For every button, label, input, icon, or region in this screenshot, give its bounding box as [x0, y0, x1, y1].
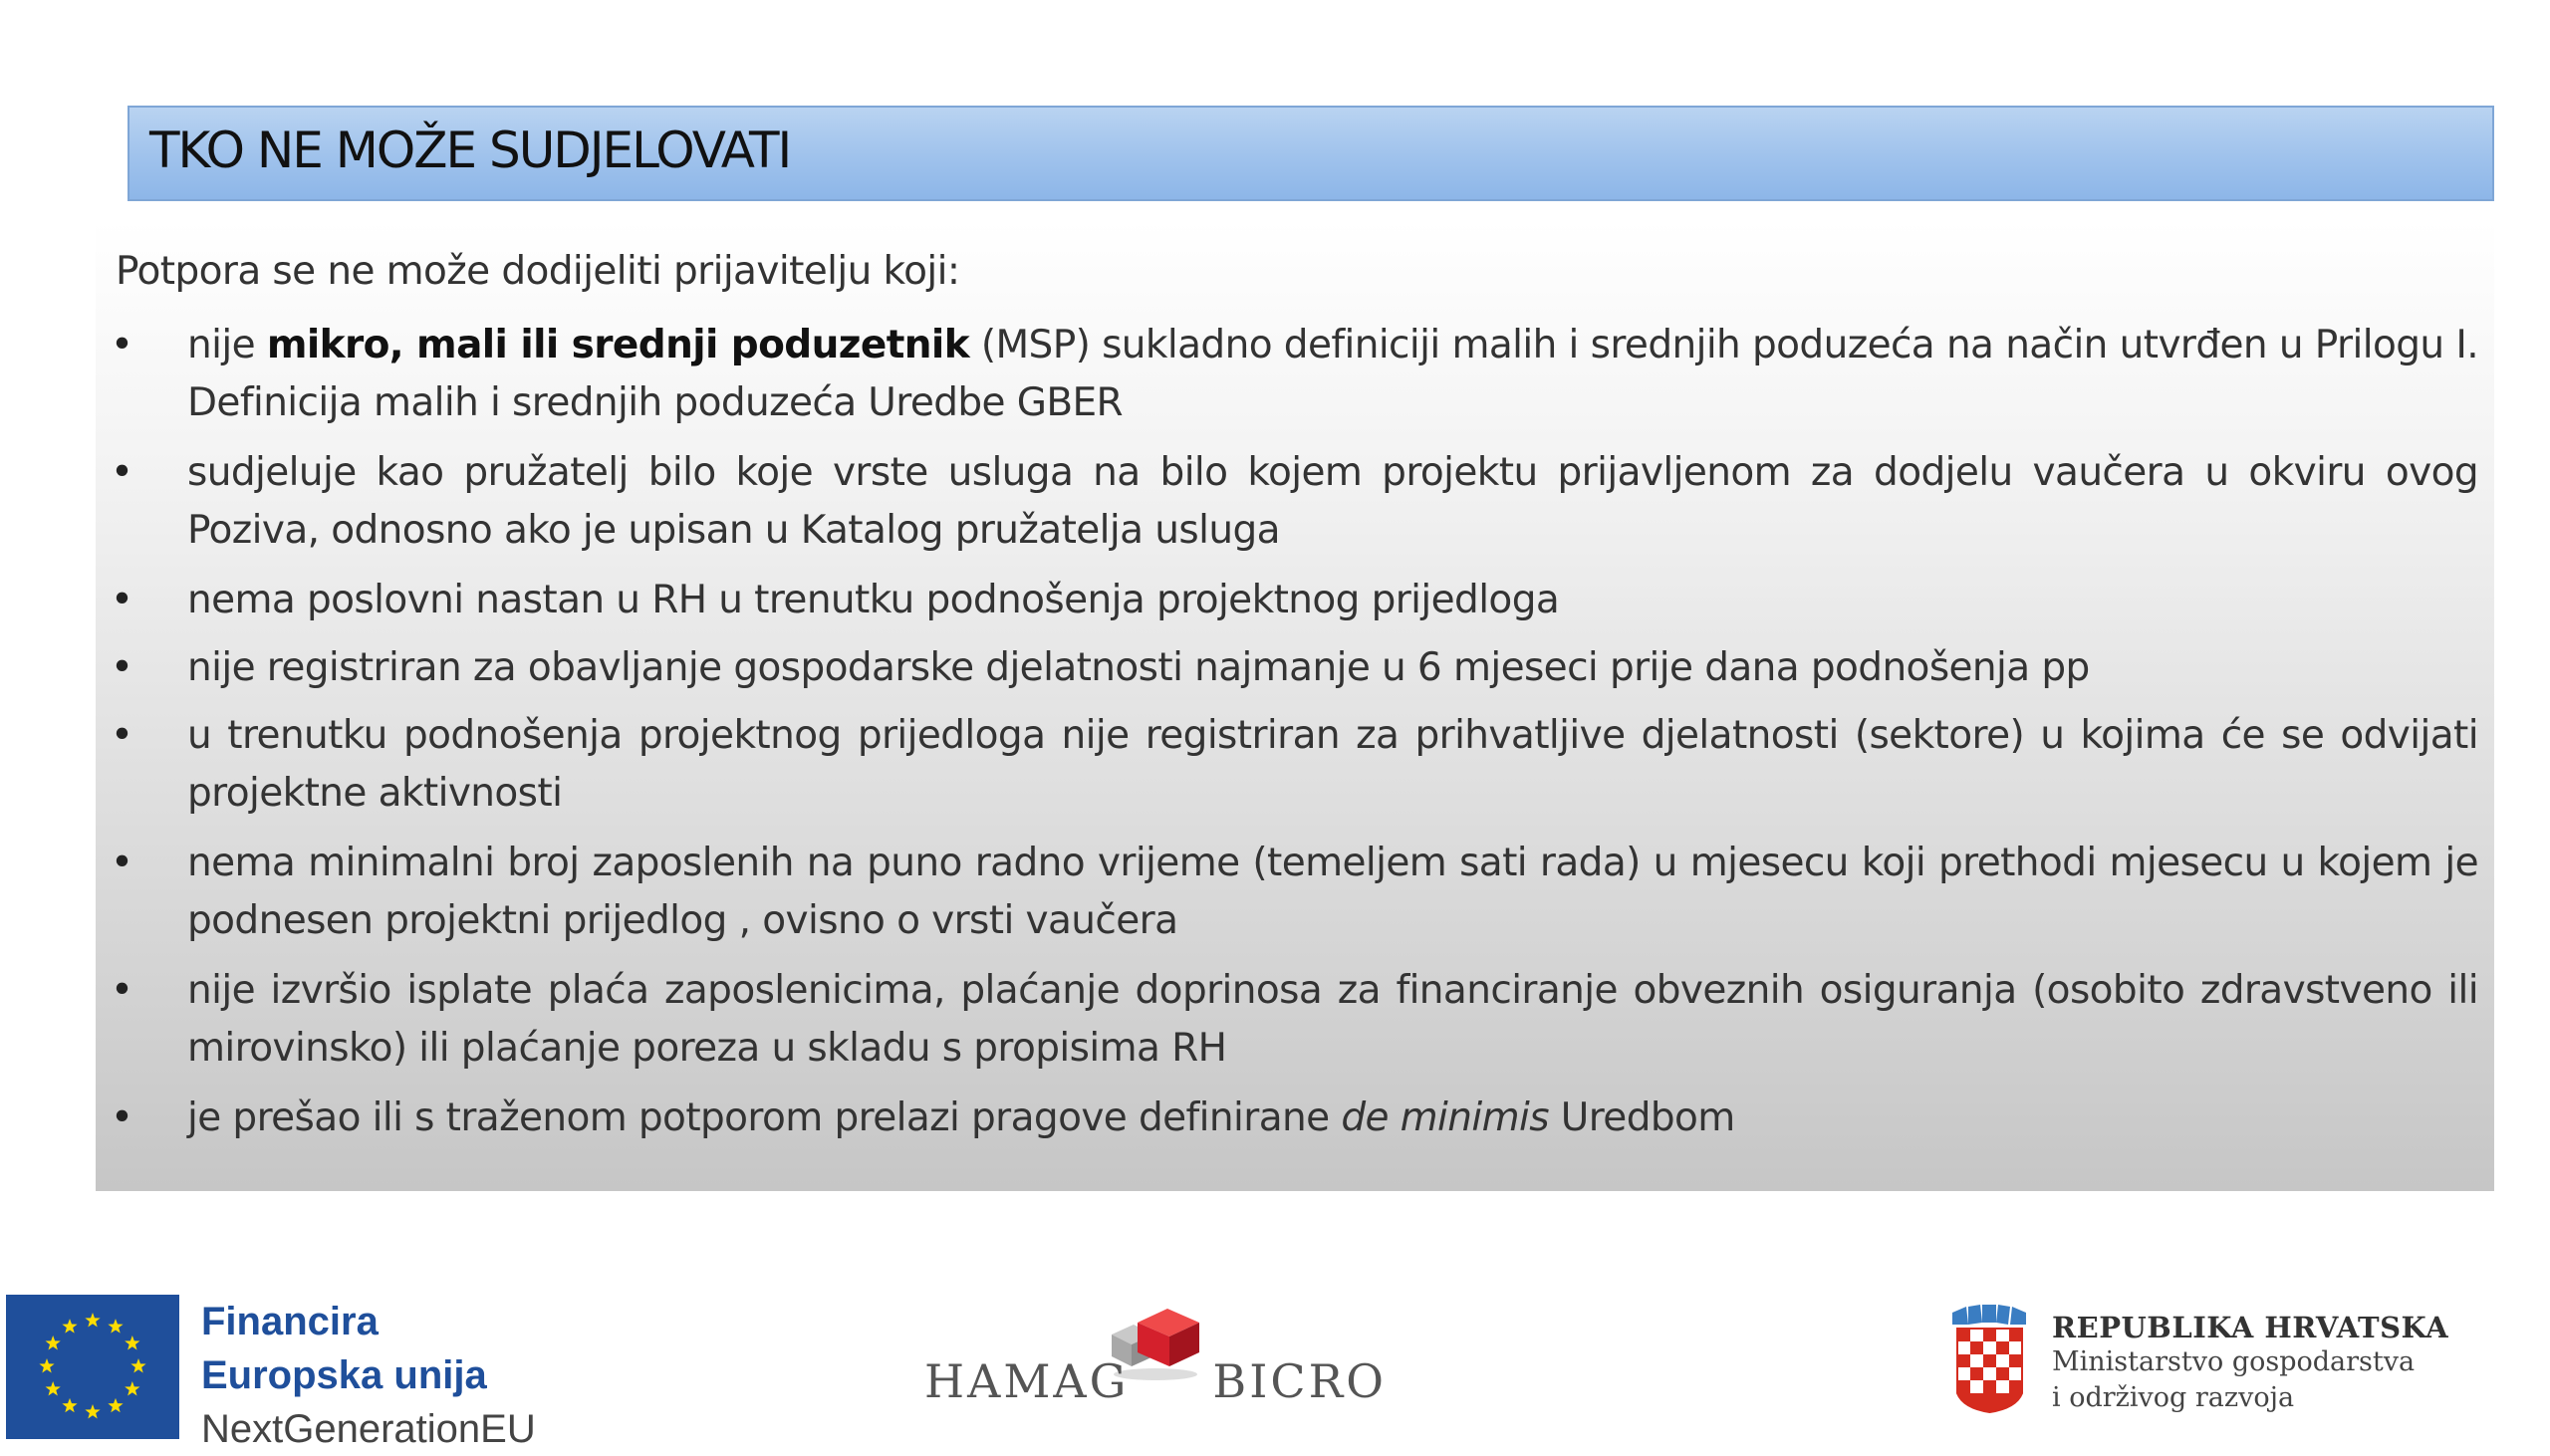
eu-funding-logo: [6, 1295, 536, 1451]
croatian-coat-of-arms-icon: [1946, 1305, 2032, 1414]
checker-square: [1957, 1380, 1970, 1393]
bullet: •: [111, 1095, 134, 1140]
ministry-logo: [1946, 1305, 2504, 1424]
title-bar: [128, 106, 2494, 201]
item-text-bold: mikro, mali ili srednji poduzetnik: [266, 323, 970, 367]
hamag-bicro-text: [924, 1354, 1387, 1408]
checker-square: [2009, 1341, 2022, 1354]
eu-line-europska-unija: Europska unija: [201, 1353, 487, 1397]
item-text-pre: je prešao ili s traženom potporom prelazi pragove definirane: [187, 1095, 1342, 1140]
ministry-line-republika: REPUBLIKA HRVATSKA: [2052, 1311, 2449, 1344]
checker-square: [1996, 1354, 2009, 1367]
list-item-text: sudjeluje kao pružatelj bilo koje vrste usluga na bilo kojem projektu prijavljenom za dodjelu vaučera u okviru ovog Poziva, odnosno ako je upisan u Katalog pružatelja usluga: [187, 450, 2478, 553]
bullet: •: [111, 450, 134, 495]
list-item-text: u trenutku podnošenja projektnog prijedloga nije registriran za prihvatljive djelatnosti (sektore) u kojima će se odvijati projektne aktivnosti: [187, 713, 2478, 816]
hamag-word: HAMAG: [924, 1354, 1130, 1408]
eu-funding-text: [201, 1295, 536, 1456]
list-item-text: [187, 317, 2478, 432]
ministry-text: [2052, 1311, 2448, 1416]
shield-tip: [1957, 1393, 2022, 1412]
bullet: •: [111, 968, 134, 1013]
checker-square: [1983, 1341, 1996, 1354]
checker-square: [1983, 1329, 1996, 1341]
item-text-italic: de minimis: [1341, 1095, 1549, 1140]
checker-square: [1970, 1329, 1983, 1341]
checker-square: [1983, 1367, 1996, 1380]
checker-square: [1957, 1354, 1970, 1367]
bullet: •: [111, 713, 134, 758]
item-text-post: Uredbom: [1548, 1095, 1735, 1140]
checker-square: [1983, 1354, 1996, 1367]
checker-square: [1996, 1380, 2009, 1393]
slide-title: TKO NE MOŽE SUDJELOVATI: [149, 121, 791, 179]
list-item-text: [187, 1090, 2478, 1147]
item-text-post: (MSP) sukladno definiciji malih i srednjih poduzeća na način utvrđen u Prilogu I. Definicija malih i srednjih poduzeća Uredbe GBER: [187, 323, 2479, 425]
bullet: •: [111, 578, 134, 622]
checker-square: [1983, 1380, 1996, 1393]
ministry-line-razvoja: i održivog razvoja: [2052, 1382, 2295, 1413]
list-item-text: nije registriran za obavljanje gospodarske djelatnosti najmanje u 6 mjeseci prije dana podnošenja pp: [187, 645, 2090, 690]
checker-square: [1996, 1367, 2009, 1380]
list-item-text: nema poslovni nastan u RH u trenutku podnošenja projektnog prijedloga: [187, 578, 1560, 622]
checker-square: [2009, 1329, 2022, 1341]
checker-square: [1996, 1341, 2009, 1354]
content-box: [96, 221, 2494, 1191]
checker-square: [1970, 1367, 1983, 1380]
bullet: •: [111, 841, 134, 885]
checker-square: [1996, 1329, 2009, 1341]
intro-text: Potpora se ne može dodijeliti prijavitelju koji:: [116, 249, 960, 294]
list-item-text: nema minimalni broj zaposlenih na puno radno vrijeme (temeljem sati rada) u mjesecu koji prethodi mjesecu u kojem je podnesen projektni prijedlog , ovisno o vrsti vaučera: [187, 841, 2478, 943]
ministry-line-ministarstvo: Ministarstvo gospodarstva: [2052, 1346, 2416, 1377]
checker-square: [2009, 1380, 2022, 1393]
checker-square: [1970, 1354, 1983, 1367]
checker-square: [1970, 1380, 1983, 1393]
eu-line-financira: Financira: [201, 1300, 379, 1343]
checker-square: [2009, 1367, 2022, 1380]
list-item-text: nije izvršio isplate plaća zaposlenicima, plaćanje doprinosa za financiranje obveznih osiguranja (osobito zdravstveno ili mirovinsko) ili plaćanje poreza u skladu s propisima RH: [187, 968, 2478, 1071]
eu-flag-icon: [6, 1295, 179, 1439]
checker-square: [2009, 1354, 2022, 1367]
eu-line-nextgeneration: NextGenerationEU: [201, 1407, 536, 1451]
bullet: •: [111, 645, 134, 690]
checker-square: [1970, 1341, 1983, 1354]
checker-square: [1957, 1341, 1970, 1354]
bullet: •: [111, 323, 134, 367]
hamag-bicro-logo: [924, 1305, 1387, 1414]
bicro-word: BICRO: [1212, 1354, 1387, 1408]
item-text-pre: nije: [187, 323, 267, 367]
checker-square: [1957, 1329, 1970, 1341]
checker-square: [1957, 1367, 1970, 1380]
